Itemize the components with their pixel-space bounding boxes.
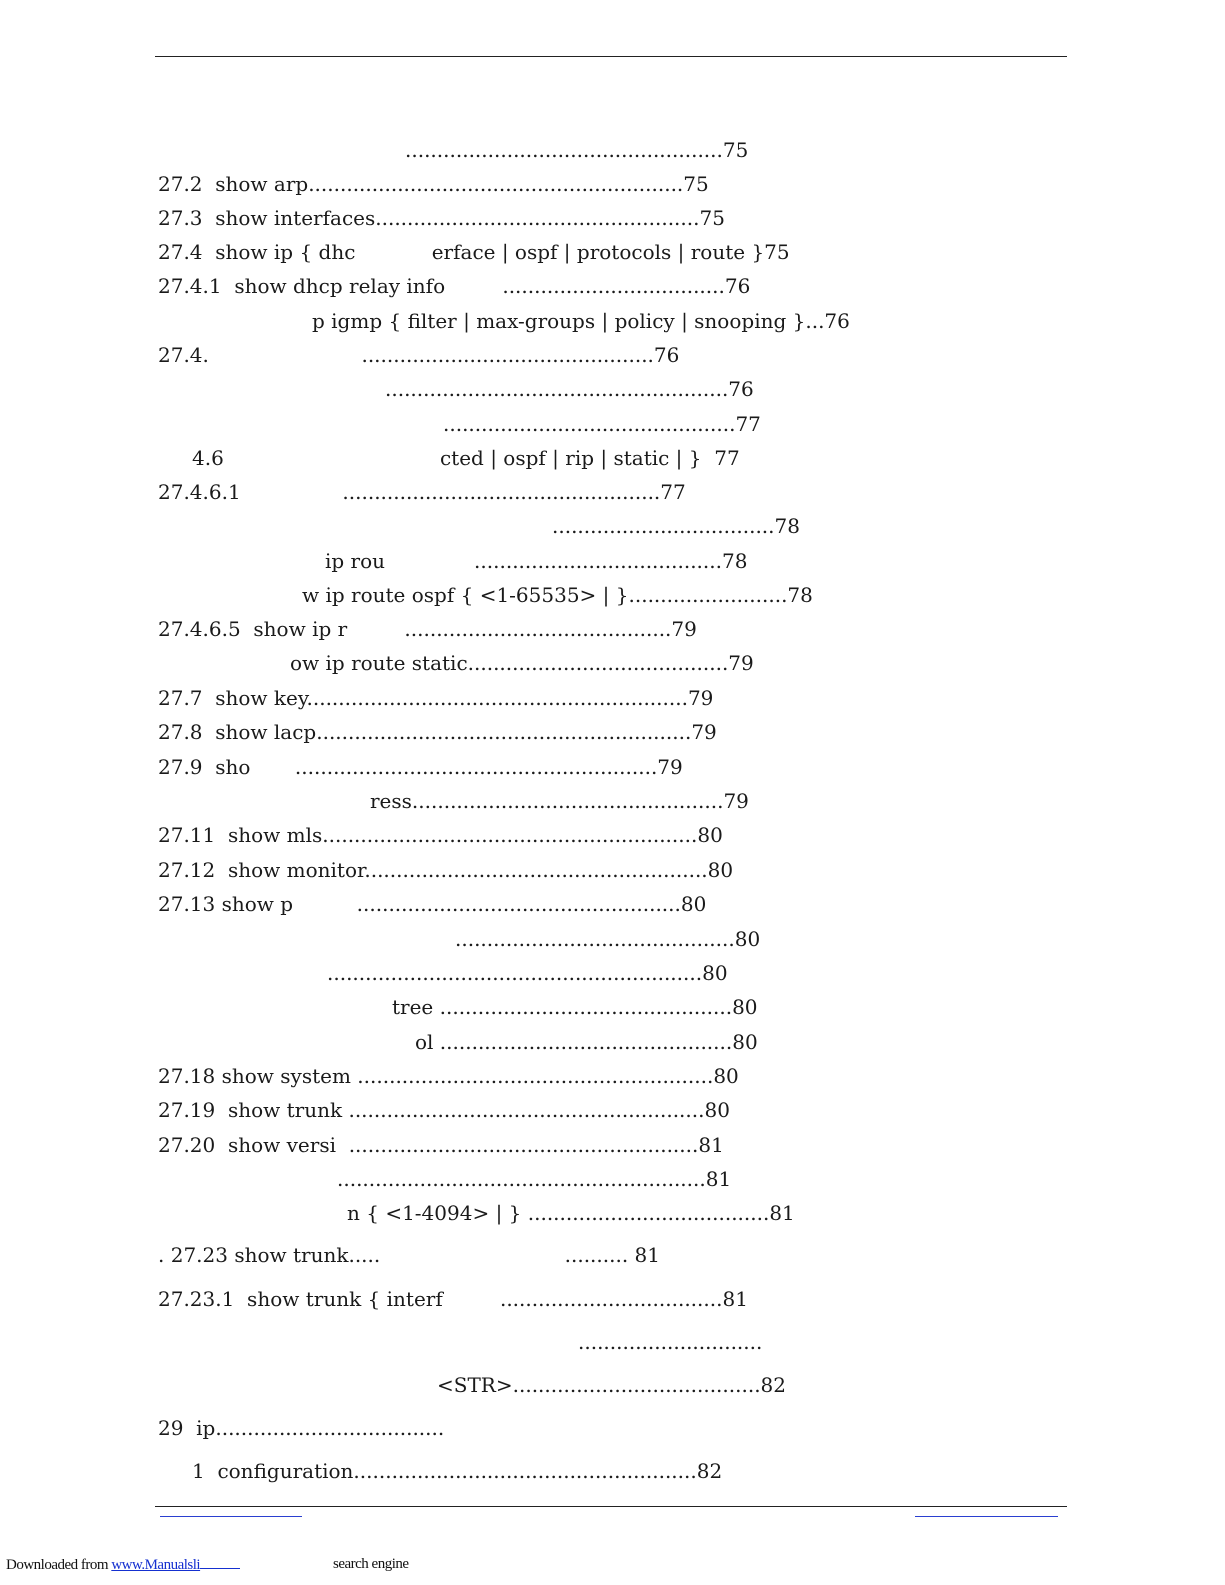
link-underline <box>200 1556 240 1569</box>
toc-entry[interactable]: n { <1-4094> | } ......................................81 <box>347 1201 795 1225</box>
download-suffix: search engine <box>333 1556 409 1572</box>
toc-entry[interactable]: ..........................................................81 <box>337 1167 732 1191</box>
toc-entry[interactable]: p igmp { filter | max-groups | policy | snooping }...76 <box>312 309 850 333</box>
toc-entry[interactable]: 29 ip.................................... <box>158 1416 445 1440</box>
toc-entry[interactable]: 27.13 show p ...................................................80 <box>158 892 707 916</box>
toc-entry[interactable]: ress.................................................79 <box>370 789 749 813</box>
toc-entry[interactable]: ow ip route static.........................................79 <box>290 651 754 675</box>
toc-entry[interactable]: ip rou .......................................78 <box>325 549 748 573</box>
toc-entry[interactable]: 27.20 show versi .......................................................81 <box>158 1133 724 1157</box>
toc-entry[interactable]: 27.18 show system ........................................................80 <box>158 1064 739 1088</box>
download-prefix: Downloaded from <box>6 1557 112 1573</box>
toc-entry[interactable]: 27.11 show mls...........................................................80 <box>158 823 723 847</box>
toc-entry[interactable]: 27.2 show arp...........................................................75 <box>158 172 709 196</box>
download-notice <box>6 1556 409 1574</box>
toc-entry[interactable]: 27.9 sho .........................................................79 <box>158 755 683 779</box>
toc-entry[interactable]: ..................................................75 <box>405 138 749 162</box>
toc-entry[interactable]: 27.3 show interfaces...................................................75 <box>158 206 725 230</box>
footer-link-left[interactable] <box>160 1516 302 1517</box>
toc-entry[interactable]: 27.8 show lacp...........................................................79 <box>158 720 717 744</box>
footer-link-right[interactable] <box>915 1516 1058 1517</box>
toc-entry[interactable]: 4.6 cted | ospf | rip | static | } 77 <box>192 446 740 470</box>
toc-entry[interactable]: ...................................78 <box>552 514 800 538</box>
toc-entry[interactable]: ......................................................76 <box>385 377 754 401</box>
toc-entry[interactable]: tree ..............................................80 <box>392 995 758 1019</box>
toc-entry[interactable]: ...........................................................80 <box>327 961 728 985</box>
toc-entry[interactable]: 27.19 show trunk ........................................................80 <box>158 1098 730 1122</box>
toc-entry[interactable]: 1 configuration......................................................82 <box>192 1459 723 1483</box>
toc-entry[interactable]: ............................. <box>578 1330 763 1354</box>
toc-entry[interactable]: 27.12 show monitor......................................................80 <box>158 858 734 882</box>
toc-entry[interactable]: 27.4.1 show dhcp relay info ...................................76 <box>158 274 751 298</box>
footer-rule <box>155 1506 1067 1507</box>
toc-entry[interactable]: 27.7 show key............................................................79 <box>158 686 714 710</box>
manualslib-link[interactable]: www.Manualsli <box>111 1557 201 1573</box>
toc-entry[interactable]: ..............................................77 <box>443 412 761 436</box>
toc-entry[interactable]: ............................................80 <box>455 927 761 951</box>
toc-entry[interactable]: 27.4. ..............................................76 <box>158 343 680 367</box>
toc-entry[interactable]: 27.4 show ip { dhc erface | ospf | protocols | route }75 <box>158 240 790 264</box>
toc-entry[interactable]: 27.4.6.5 show ip r ..........................................79 <box>158 617 697 641</box>
toc-entry[interactable]: . 27.23 show trunk..... .......... 81 <box>158 1243 661 1267</box>
toc-entry[interactable]: ol ..............................................80 <box>415 1030 758 1054</box>
toc-entry[interactable]: w ip route ospf { <1-65535> | }.........................78 <box>302 583 813 607</box>
toc-entry[interactable]: <STR>.......................................82 <box>437 1373 787 1397</box>
toc-entry[interactable]: 27.4.6.1 ..................................................77 <box>158 480 686 504</box>
toc-entry[interactable]: 27.23.1 show trunk { interf ...................................81 <box>158 1287 748 1311</box>
